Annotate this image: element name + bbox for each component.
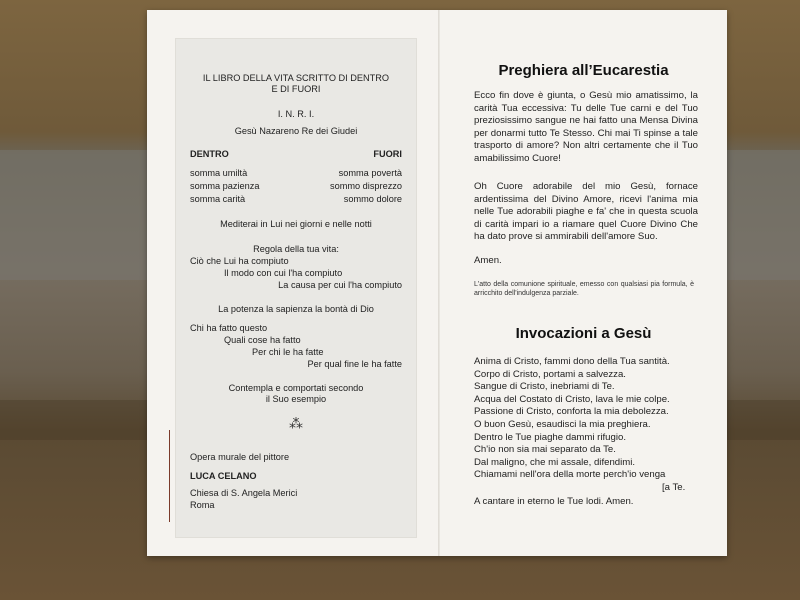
rule-line: Ciò che Lui ha compiuto	[190, 256, 289, 266]
contemplate-line-2: il Suo esempio	[265, 394, 327, 404]
invocation-line: Ch'io non sia mai separato da Te.	[474, 444, 616, 456]
credit-line: Opera murale del pittore	[190, 452, 290, 462]
amen: Amen.	[474, 255, 502, 266]
col-right-item: sommo dolore	[343, 194, 402, 204]
left-title-line-1: IL LIBRO DELLA VITA SCRITTO DI DENTRO	[202, 73, 390, 83]
col-left-item: somma carità	[190, 194, 246, 204]
col-right-item: somma povertà	[338, 168, 402, 178]
invocation-line: Dal maligno, che mi assale, difendimi.	[474, 456, 636, 468]
painter-name: LUCA CELANO	[190, 471, 257, 481]
rule-line: Il modo con cui l'ha compiuto	[224, 268, 343, 278]
credit-line: Chiesa di S. Angela Merici	[190, 488, 298, 498]
invocation-line: Passione di Cristo, conforta la mia debolezza.	[474, 406, 669, 418]
col-right-item: sommo disprezzo	[330, 181, 402, 191]
invocation-line: Chiamami nell'ora della morte perch'io venga	[474, 469, 666, 481]
prayer-card	[147, 10, 727, 556]
who-line: Quali cose ha fatto	[224, 335, 301, 345]
invocation-line: Anima di Cristo, fammi dono della Tua santità.	[474, 356, 670, 367]
invocation-line: Sangue di Cristo, inebriami di Te.	[474, 381, 615, 393]
left-panel	[175, 38, 417, 538]
col-left-head: DENTRO	[190, 149, 229, 159]
invocation-line: O buon Gesù, esaudisci la mia preghiera.	[474, 419, 651, 430]
subtitle: Gesù Nazareno Re dei Giudei	[234, 126, 358, 136]
contemplate-line-1: Contempla e comportati secondo	[228, 383, 364, 393]
indulgence-note: L'atto della comunione spirituale, emesso con qualsiasi pia formula, è arricchito dell'indulgenza parziale.	[474, 281, 694, 297]
rule-head: Regola della tua vita:	[253, 244, 339, 254]
credit-line: Roma	[190, 500, 215, 510]
power-line: La potenza la sapienza la bontà di Dio	[218, 304, 374, 314]
right-page	[440, 10, 727, 556]
inri: I. N. R. I.	[277, 109, 315, 119]
who-line: Per chi le ha fatte	[252, 347, 324, 357]
invocation-line-continuation: [a Te.	[662, 482, 686, 493]
who-line: Chi ha fatto questo	[190, 323, 268, 333]
decorative-bracket	[169, 430, 184, 522]
eucharist-paragraph-2: Oh Cuore adorabile del mio Gesù, fornace ardentissima del Divino Amore, ricevi l'anima mia nelle Tue adorabili piaghe e fa' che in questa scuola di carità impari io a riamare quel Cuore Divino Che ha dato prove si ammirabili dell'amore Suo.	[474, 181, 698, 243]
invocations-title: Invocazioni a Gesù	[515, 325, 652, 342]
meditate-line: Mediterai in Lui nei giorni e nelle notti	[220, 219, 372, 229]
eucharist-title: Preghiera all’Eucarestia	[498, 62, 669, 79]
invocation-last-line: A cantare in eterno le Tue lodi. Amen.	[474, 496, 634, 507]
invocation-line: Dentro le Tue piaghe dammi rifugio.	[474, 431, 626, 443]
rule-line: La causa per cui l'ha compiuto	[278, 280, 402, 290]
col-left-item: somma pazienza	[190, 181, 260, 191]
invocation-line: Acqua del Costato di Cristo, lava le mie colpe.	[474, 393, 670, 405]
invocation-line: Corpo di Cristo, portami a salvezza.	[474, 368, 626, 380]
who-line: Per qual fine le ha fatte	[307, 359, 402, 369]
col-right-head: FUORI	[373, 149, 402, 159]
left-title-line-2: E DI FUORI	[271, 84, 321, 94]
eucharist-paragraph-1: Ecco fin dove è giunta, o Gesù mio amatissimo, la carità Tua eccessiva: Tu delle Tue carni e del Tuo preziosissimo sangue ne hai fatto una Mensa Divina per donarmi tutto Te Stesso. Chi mai Ti spinse a tale trasporto di amore? Non altri certamente che il Tuo amabilissimo Cuore!	[474, 90, 698, 164]
col-left-item: somma umiltà	[190, 168, 248, 178]
left-page	[147, 10, 438, 556]
ornament-icon: ⁂	[289, 415, 303, 431]
